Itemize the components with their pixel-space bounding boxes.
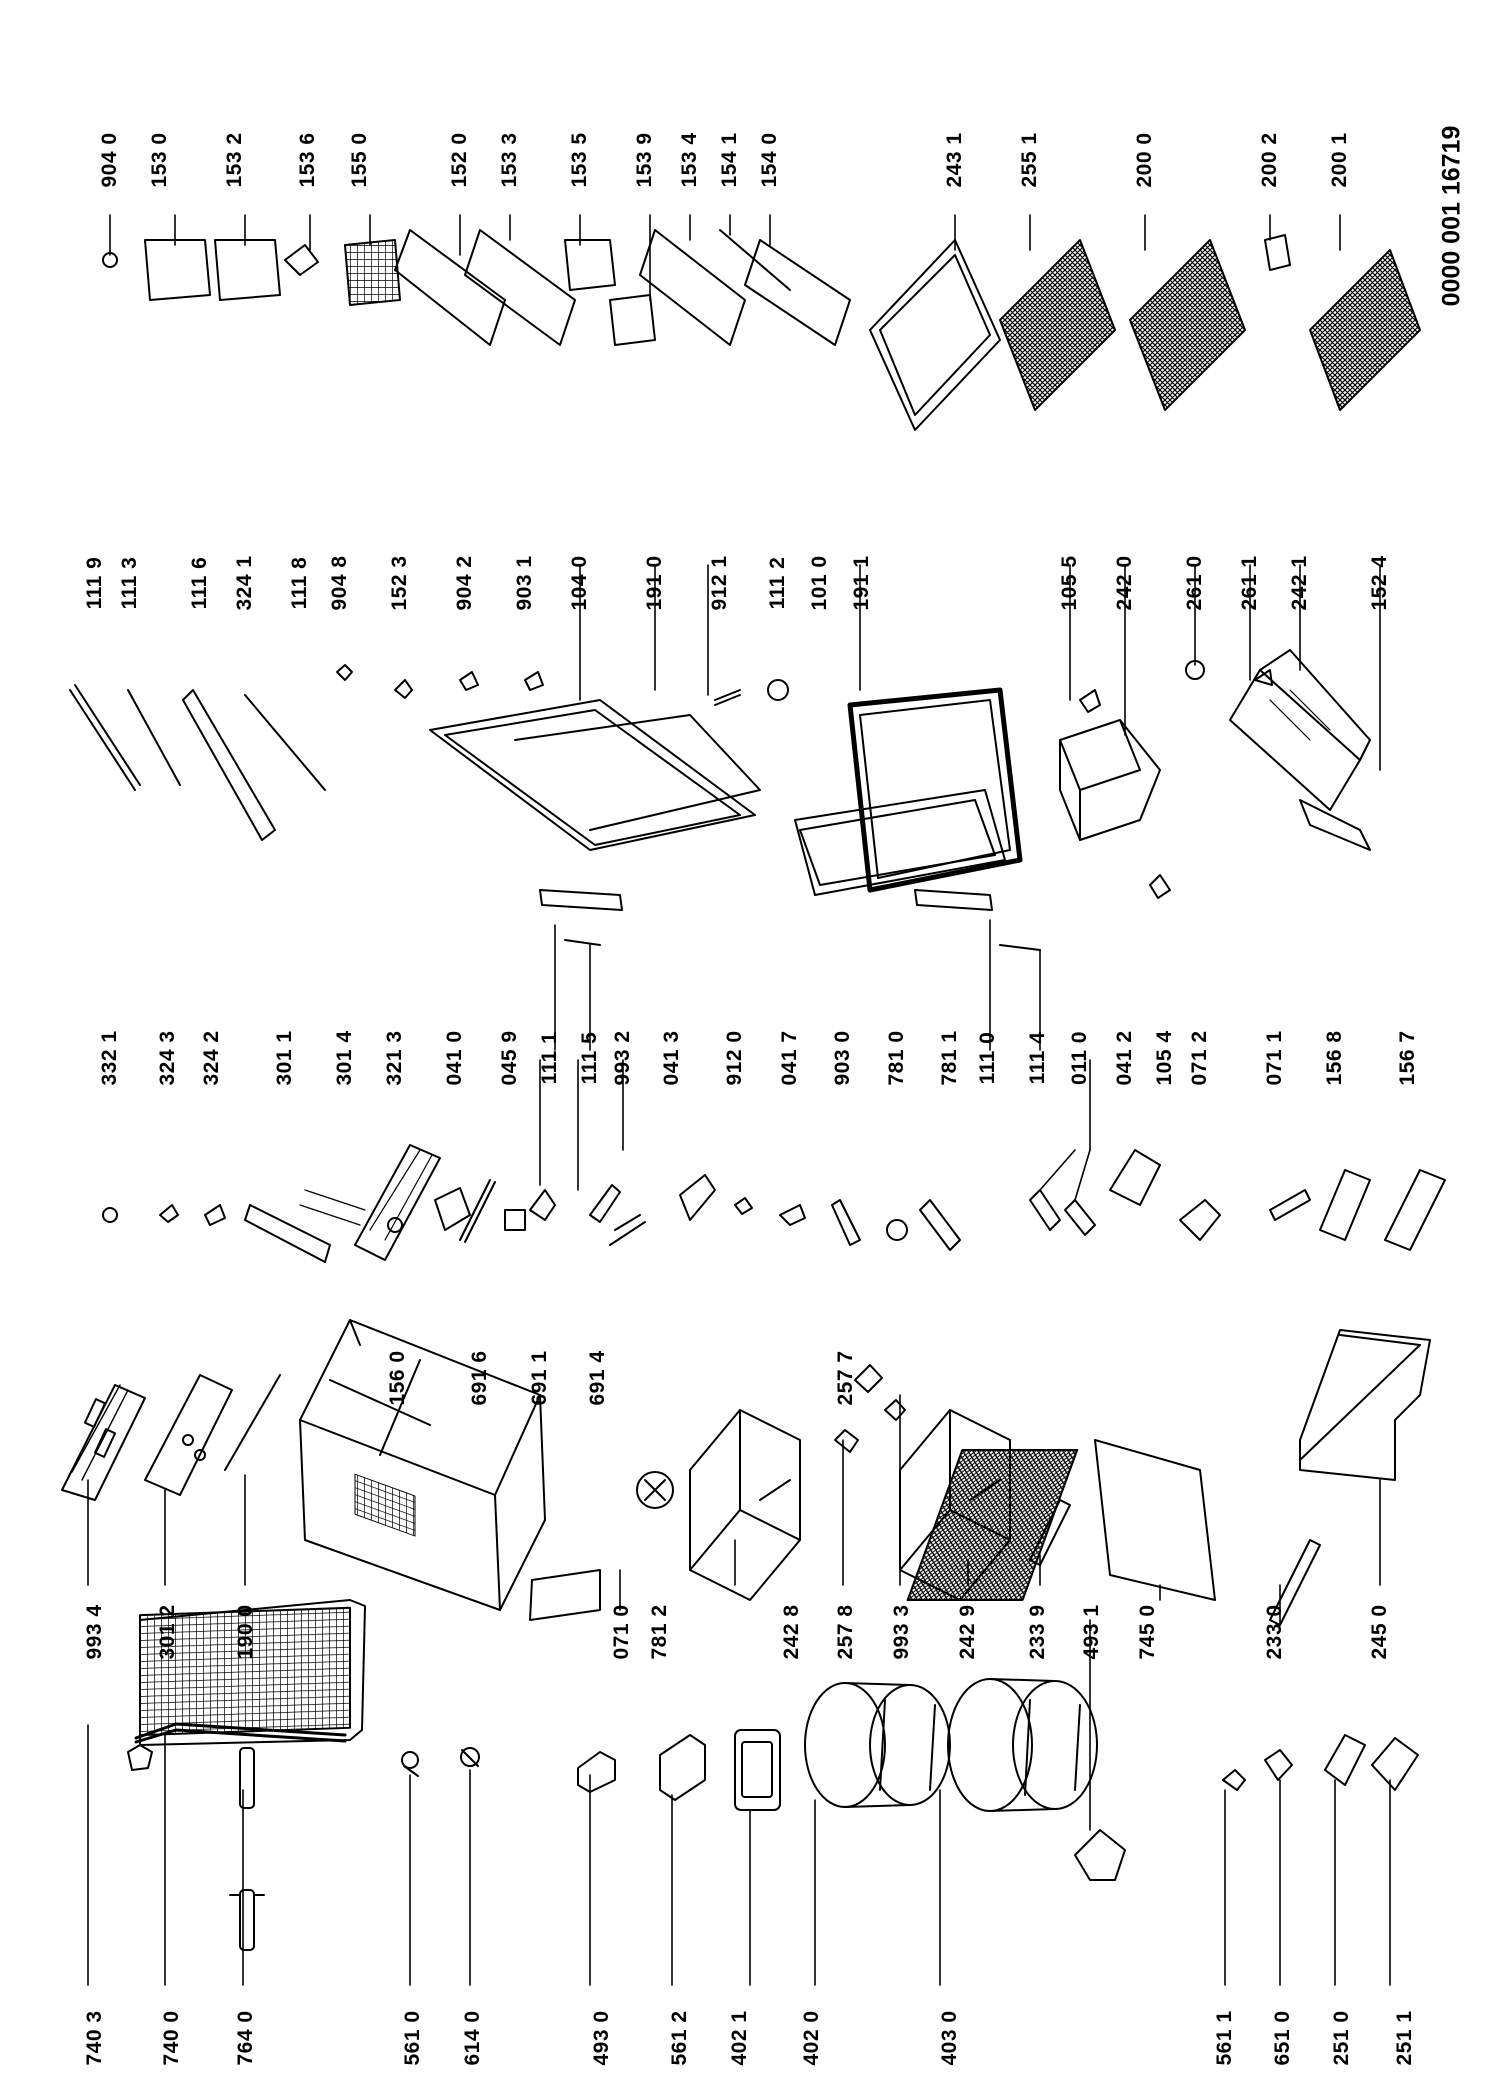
drawer-242-8: [690, 1410, 800, 1600]
panel-301-2: [145, 1375, 232, 1495]
exploded-parts-diagram: 740 3 740 0 764 0 561 0 614 0 493 0 561 2 402 1 402 0 403 0 561 1 651 0 251 0 251 1 993 4 301 2 190 0 071 0 781 2 242 8 257 8 993 3 242 9 233 9 493 1 745 0 233 0 245 0 156 0 691 6 691 1 691 4 257 7 332 1 324 3 324 2 301 1 301 4 321 3 041 0 045 9 111 1 111 5 993 2 041 3 912 0 041 7 903 0 781 0 781 1 111 0 111 4 011 0 041 2 105 4 071 2 071 1 156 8 156 7 111 9 111 3 111 6 324 1 111 8 904 8 152 3 904 2 903 1 104 0 191 0 912 1 111 2 101 0 191 1 105 5 242 0 261 0 261 1 242 1 152 4 904 0 153 0 153 2 153 6 155 0 152 0 153 3 153 5 153 9 153 4 154 1 154 0 243 1 255 1 200 0 200 2 200 1 0000 001 16719: [0, 0, 1500, 2100]
starter-blocks: [578, 1730, 780, 1810]
strip-071-0: [530, 1570, 600, 1620]
tray-156-0: [355, 1145, 440, 1260]
lower-left-small-parts: [1223, 1735, 1418, 1790]
cover-493: [1075, 1830, 1125, 1880]
knob-111-2: [768, 680, 788, 700]
drawer-242-1: [1230, 650, 1370, 850]
door-trims: [70, 665, 543, 840]
leader-lines-fourth: [555, 565, 1380, 1050]
door-bins: [103, 230, 850, 345]
door-101-0: [795, 690, 1020, 895]
crisper-242-0: [1060, 720, 1160, 840]
compressor-402: [805, 1683, 950, 1807]
small-parts-cluster-mid: [103, 1150, 1445, 1262]
compressor-403: [948, 1679, 1097, 1811]
handle-912-1: [715, 690, 740, 705]
fan-781-2: [637, 1472, 673, 1508]
cabinet-body: [300, 1320, 545, 1610]
wire-basket-745-0: [908, 1440, 1215, 1600]
leader-lines-second: [88, 1395, 1380, 1625]
tray-993-4: [62, 1385, 145, 1500]
leader-lines-right: [110, 215, 1340, 300]
small-parts-691: [460, 1180, 620, 1242]
small-relays: [402, 1748, 479, 1776]
shelf-245-0: [1300, 1330, 1430, 1480]
shelves-glass: [870, 235, 1420, 430]
rod-190-0: [225, 1375, 280, 1470]
capillary-tubes: [230, 1748, 264, 1950]
handles-111: [540, 890, 1040, 950]
door-104-0: [430, 700, 760, 850]
